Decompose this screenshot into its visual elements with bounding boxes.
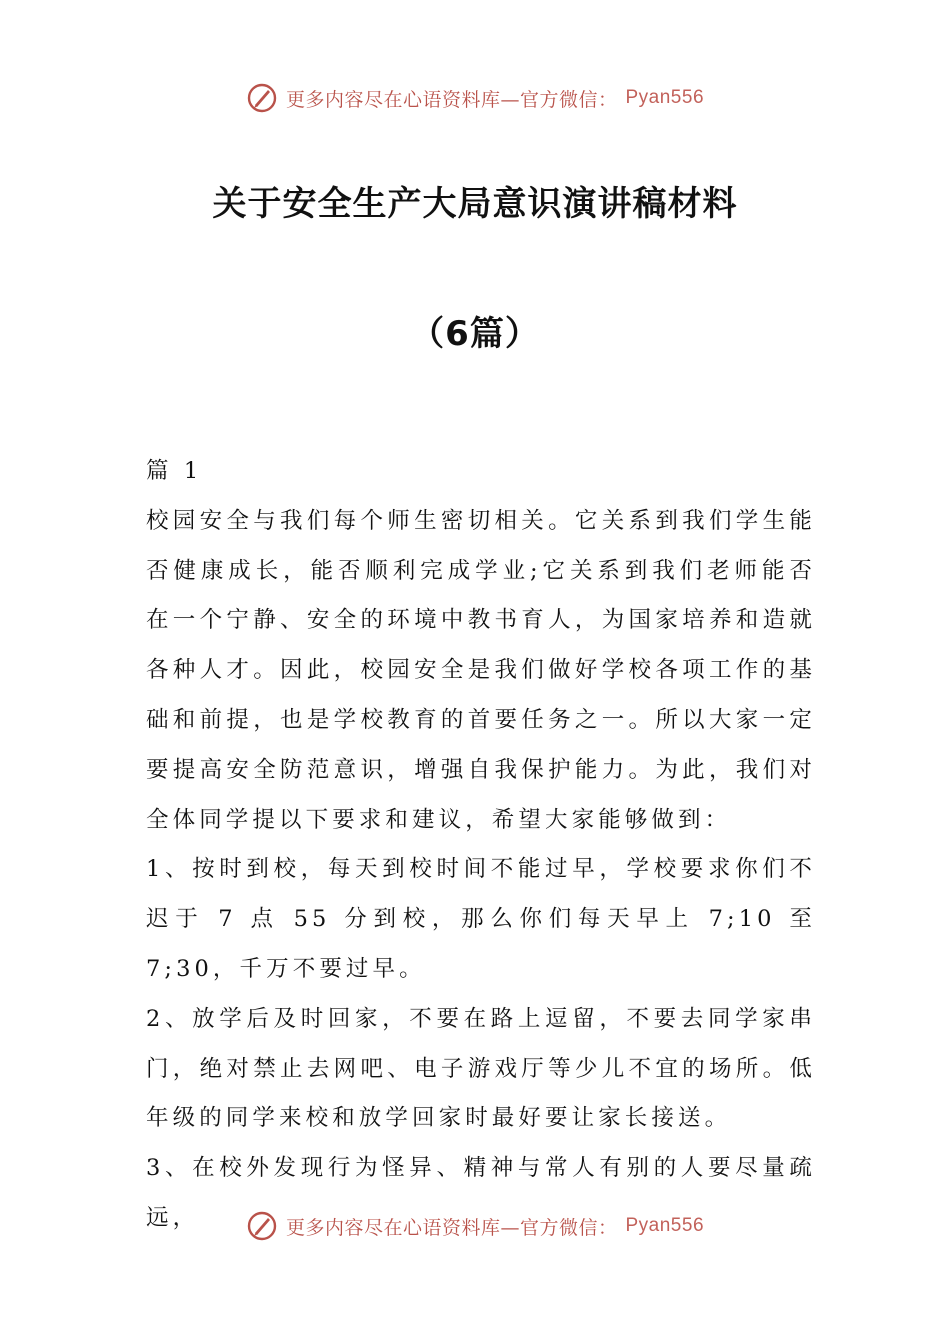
- watermark-handle: Pyan556: [625, 87, 705, 108]
- section-heading: 篇 1: [146, 458, 203, 484]
- watermark-handle: Pyan556: [625, 1215, 705, 1236]
- header-watermark: [0, 82, 950, 114]
- paragraph: 3、在校外发现行为怪异、精神与常人有别的人要尽量疏远，: [146, 1155, 816, 1231]
- document-body: [146, 447, 816, 1244]
- footer-watermark: [0, 1210, 950, 1242]
- watermark-text: 更多内容尽在心语资料库—官方微信：: [285, 88, 618, 111]
- paragraph: 2、放学后及时回家，不要在路上逗留，不要去同学家串门，绝对禁止去网吧、电子游戏厅等少儿不宜的场所。低年级的同学来校和放学回家时最好要让家长接送。: [146, 1005, 816, 1132]
- paragraph: 校园安全与我们每个师生密切相关。它关系到我们学生能否健康成长，能否顺利完成学业;它关系到我们老师能否在一个宁静、安全的环境中教书育人，为国家培养和造就各种人才。因此，校园安全是我们做好学校各项工作的基础和前提，也是学校教育的首要任务之一。所以大家一定要提高安全防范意识，增强自我保护能力。为此，我们对全体同学提以下要求和建议，希望大家能够做到：: [146, 507, 816, 833]
- watermark-text: 更多内容尽在心语资料库—官方微信：: [285, 1216, 618, 1239]
- quill-seal-icon: [246, 1210, 278, 1242]
- quill-seal-icon: [246, 82, 278, 114]
- document-subtitle: （6篇）: [410, 314, 540, 354]
- document-title: 关于安全生产大局意识演讲稿材料: [212, 184, 738, 224]
- paragraph: 1、按时到校，每天到校时间不能过早，学校要求你们不迟于 7 点 55 分到校，那么你们每天早上 7;10 至 7;30，千万不要过早。: [146, 856, 816, 982]
